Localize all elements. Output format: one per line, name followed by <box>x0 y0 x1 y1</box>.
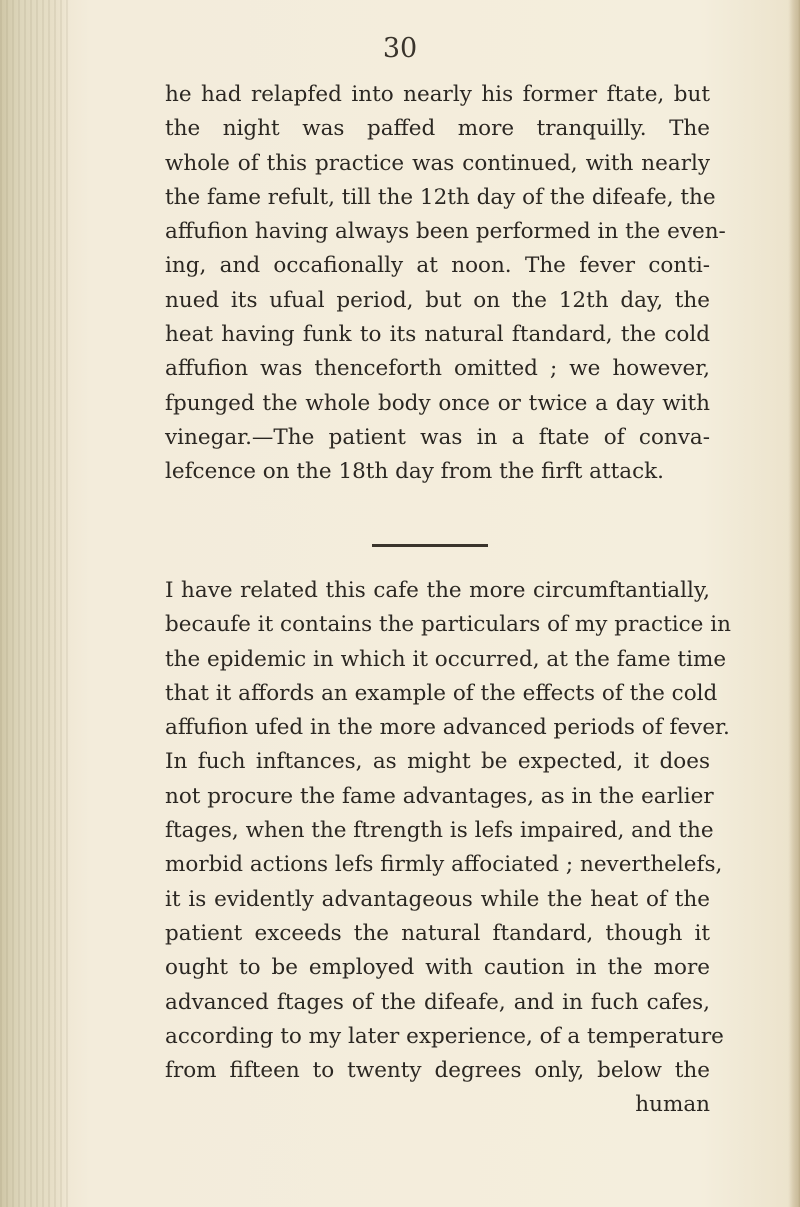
text-line: according to my later experience, of a temperature <box>165 1023 724 1049</box>
paragraph-1 <box>165 78 726 490</box>
text-line: it is evidently advantageous while the heat of the <box>165 886 710 912</box>
text-line: fpunged the whole body once or twice a day with <box>165 390 710 416</box>
text-line: nued its ufual period, but on the 12th day, the <box>165 287 710 313</box>
text-line: lefcence on the 18th day from the firft attack. <box>165 459 664 485</box>
text-line: the fame refult, till the 12th day of the difeafe, the <box>165 184 716 210</box>
text-line: patient exceeds the natural ftandard, though it <box>165 920 710 946</box>
text-line: advanced ftages of the difeafe, and in fuch cafes, <box>165 989 710 1015</box>
page-number: 30 <box>382 33 418 64</box>
page-binding-edge <box>0 0 70 1207</box>
text-line: from fifteen to twenty degrees only, below the <box>165 1058 710 1084</box>
text-line: affufion ufed in the more advanced periods of fever. <box>165 715 730 741</box>
page-right-edge <box>788 0 800 1207</box>
text-line: he had relapfed into nearly his former ftate, but <box>165 82 710 107</box>
text-line: ftages, when the ftrength is lefs impaired, and the <box>165 818 714 844</box>
text-line: affufion was thenceforth omitted ; we however, <box>165 356 710 382</box>
text-line: I have related this cafe the more circumftantially, <box>165 578 710 603</box>
text-line: the epidemic in which it occurred, at the fame time <box>165 646 727 672</box>
text-line: becaufe it contains the particulars of my practice in <box>165 612 731 638</box>
catchword: human <box>635 1092 710 1118</box>
text-line: whole of this practice was continued, with nearly <box>165 150 710 176</box>
text-line: In fuch inftances, as might be expected, it does <box>165 749 710 775</box>
text-line: ought to be employed with caution in the more <box>165 955 710 981</box>
text-line: heat having funk to its natural ftandard, the cold <box>165 322 710 348</box>
text-line: morbid actions lefs firmly affociated ; neverthelefs, <box>165 852 723 878</box>
text-line: ing, and occafionally at noon. The fever conti- <box>165 253 710 279</box>
text-line: not procure the fame advantages, as in the earlier <box>165 783 714 809</box>
paragraph-2 <box>165 574 731 1123</box>
section-divider <box>372 544 488 547</box>
text-line: that it affords an example of the effects of the cold <box>165 680 718 706</box>
text-line: the night was paffed more tranquilly. The <box>165 116 710 142</box>
text-line: vinegar.—The patient was in a ftate of conva- <box>165 424 710 450</box>
text-line: affufion having always been performed in the even- <box>165 219 726 245</box>
